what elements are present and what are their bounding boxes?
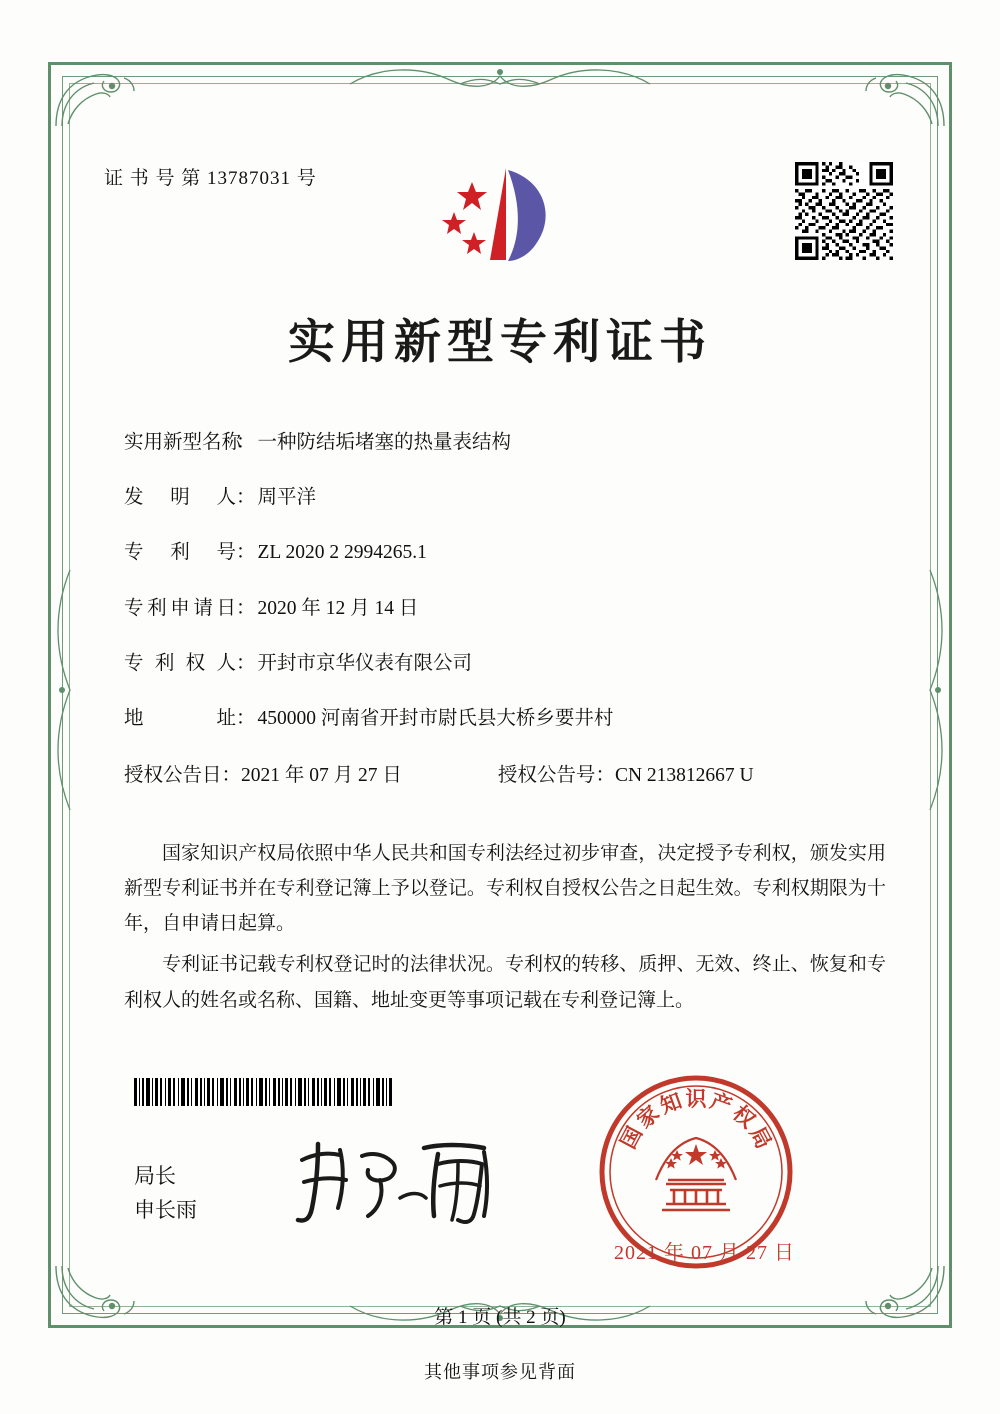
svg-text:国: 国 (615, 1122, 648, 1153)
field-label: 实用新型名称 (124, 432, 242, 453)
field-value: 一种防结垢堵塞的热量表结构 (257, 432, 512, 453)
field-row-inventor (124, 483, 884, 513)
publication-number-label: 授权公告号 (497, 765, 596, 787)
publication-date-label: 授权公告日 (124, 765, 222, 787)
field-row-application-date (124, 594, 884, 624)
svg-text:局: 局 (744, 1122, 777, 1153)
right-border-ornament-icon (922, 560, 952, 820)
field-label: 专利申请日 (124, 597, 236, 619)
field-value: 450000 河南省开封市尉氏县大桥乡要井村 (257, 708, 614, 730)
svg-text:权: 权 (728, 1100, 761, 1133)
field-value: 开封市京华仪表有限公司 (257, 652, 473, 674)
corner-ornament-icon (862, 66, 948, 130)
legal-paragraph-1: 国家知识产权局依照中华人民共和国专利法经过初步审查，决定授予专利权，颁发实用新型专利证书并在专利登记簿上予以登记。专利权自授权公告之日起生效。专利权期限为十年，自申请日起算。 (124, 843, 886, 935)
field-value: ZL 2020 2 2994265.1 (257, 542, 427, 564)
page-number: 第 1 页 (共 2 页) (434, 1307, 566, 1328)
field-separator: ： (236, 432, 256, 453)
publication-number-separator: ： (595, 765, 615, 787)
field-separator: ： (236, 487, 256, 509)
legal-text (124, 836, 886, 1024)
field-separator: ： (236, 708, 256, 730)
field-separator: ： (236, 597, 256, 619)
publication-number-value: CN 213812667 U (614, 765, 754, 787)
cnipa-logo (432, 160, 572, 280)
page-title: 实用新型专利证书 (288, 315, 712, 370)
certificate-number: 证 书 号 第 13787031 号 (104, 168, 317, 189)
handwritten-signature (288, 1130, 518, 1230)
field-label: 发 明 人 (124, 487, 236, 509)
field-label: 专 利 权 人 (124, 652, 236, 674)
svg-text:家: 家 (631, 1100, 664, 1133)
field-separator: ： (236, 652, 256, 674)
corner-ornament-icon (52, 66, 138, 130)
field-label: 地 址 (124, 708, 236, 730)
field-row-address (124, 704, 884, 734)
svg-text:识: 识 (685, 1086, 707, 1111)
qr-code (795, 162, 893, 260)
field-separator: ： (236, 542, 256, 564)
director-title-label: 局长 (134, 1164, 176, 1188)
legal-paragraph-2: 专利证书记载专利权登记时的法律状况。专利权的转移、质押、无效、终止、恢复和专利权人的姓名或名称、国籍、地址变更等事项记载在专利登记簿上。 (124, 954, 886, 1011)
footer-note: 其他事项参见背面 (424, 1362, 576, 1382)
publication-date-separator: ： (221, 765, 242, 787)
certificate-fields (124, 428, 884, 812)
field-label: 专 利 号 (124, 542, 236, 564)
seal-date: 2021 年 07 月 27 日 (614, 1242, 795, 1264)
field-row-patentee (124, 649, 884, 679)
barcode (134, 1078, 392, 1106)
svg-text:知: 知 (656, 1087, 686, 1119)
left-border-ornament-icon (48, 560, 78, 820)
field-value: 周平洋 (257, 487, 317, 509)
field-row-publication (124, 759, 884, 787)
director-block (134, 1160, 197, 1227)
field-value: 2020 年 12 月 14 日 (257, 597, 419, 619)
publication-date-value: 2021 年 07 月 27 日 (241, 765, 402, 787)
svg-text:产: 产 (706, 1087, 736, 1119)
field-row-utility-model-name (124, 428, 884, 458)
director-name: 申长雨 (134, 1197, 197, 1222)
field-row-patent-number (124, 538, 884, 568)
top-border-ornament-icon (340, 62, 660, 92)
